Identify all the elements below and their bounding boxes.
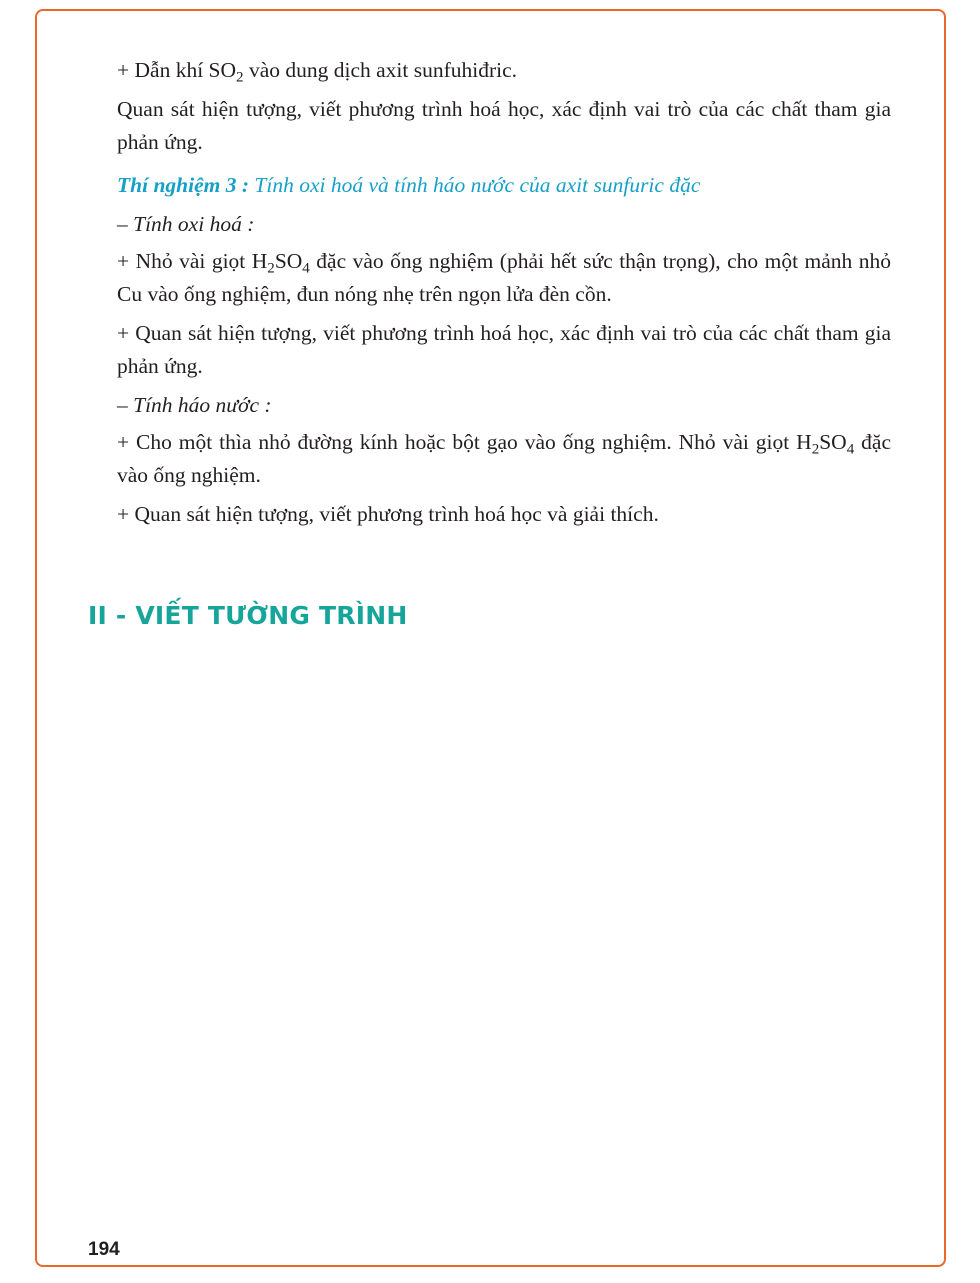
instruction-so2: + Dẫn khí $SO_2$ vào dung dịch axit sunfuhiđric. [117, 58, 518, 86]
dehydrating-subheading: – Tính háo nước : [117, 393, 272, 417]
page-body [117, 54, 891, 537]
oxidizing-step-1: + Nhỏ vài giọt $H_2SO_4$ đặc vào ống nghiệm (phải hết sức thận trọng), cho một mảnh nhỏ Cu vào ống nghiệm, đun nóng nhẹ trên ngọn lửa đèn cồn. [117, 249, 891, 306]
experiment-3-title [117, 169, 891, 202]
oxidizing-subheading: – Tính oxi hoá : [117, 212, 255, 236]
dehydrating-step-2: + Quan sát hiện tượng, viết phương trình hoá học và giải thích. [117, 502, 659, 526]
observe-instruction-1: Quan sát hiện tượng, viết phương trình hoá học, xác định vai trò của các chất tham gia phản ứng. [117, 97, 891, 154]
experiment-3-label: Thí nghiệm 3 : [117, 173, 250, 197]
experiment-3-name: Tính oxi hoá và tính háo nước của axit sunfuric đặc [249, 173, 701, 197]
page-number: 194 [88, 1239, 120, 1260]
oxidizing-step-2: + Quan sát hiện tượng, viết phương trình hoá học, xác định vai trò của các chất tham gia phản ứng. [117, 321, 891, 378]
section-heading: II - VIẾT TƯỜNG TRÌNH [88, 601, 408, 630]
dehydrating-step-1: + Cho một thìa nhỏ đường kính hoặc bột gạo vào ống nghiệm. Nhỏ vài giọt $H_2SO_4$ đặc vào ống nghiệm. [117, 430, 891, 487]
